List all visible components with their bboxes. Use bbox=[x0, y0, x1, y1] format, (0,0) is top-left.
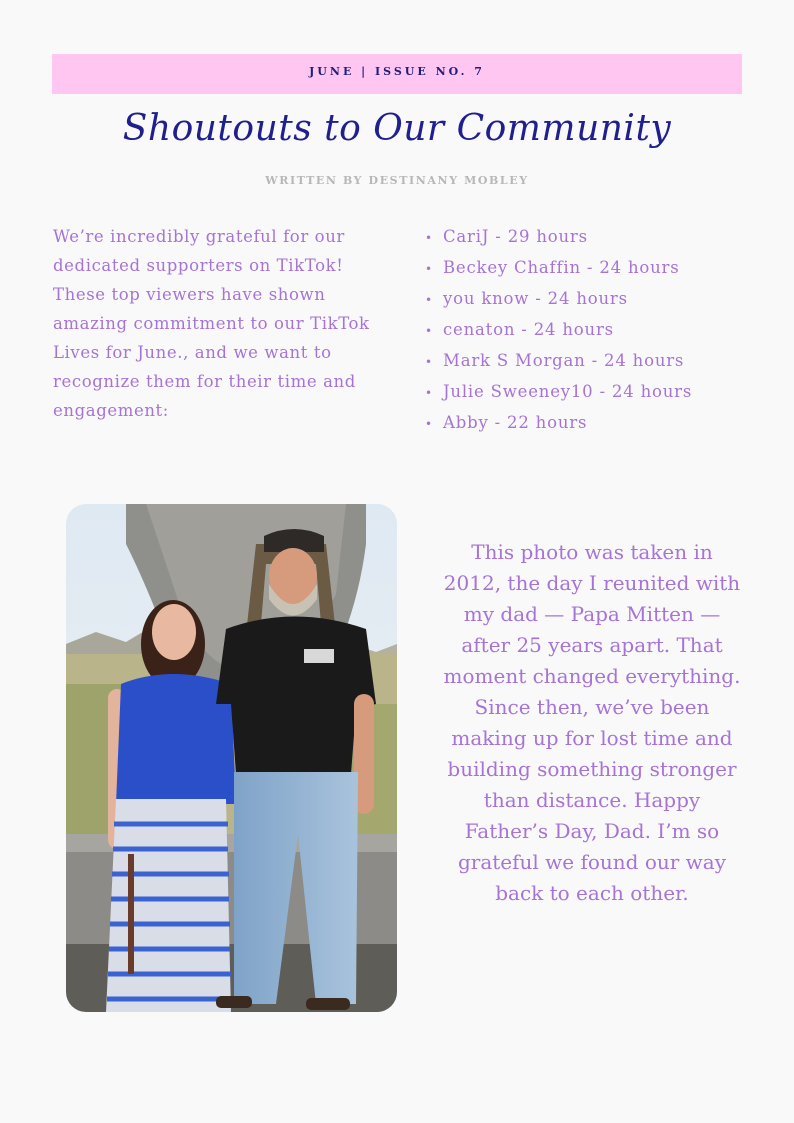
supporters-list bbox=[425, 222, 755, 439]
supporter-entry: Abby - 22 hours bbox=[443, 413, 588, 432]
list-item bbox=[425, 222, 755, 253]
page-title: Shoutouts to Our Community bbox=[122, 108, 672, 149]
intro-paragraph: We’re incredibly grateful for our dedicated supporters on TikTok! These top viewers have shown amazing commitment to our TikTok Lives for June., and we want to recognize them for their time and engagement: bbox=[53, 227, 370, 420]
author-byline: WRITTEN BY DESTINANY MOBLEY bbox=[265, 174, 529, 187]
supporter-entry: Julie Sweeney10 - 24 hours bbox=[443, 382, 693, 401]
list-item bbox=[425, 315, 755, 346]
supporter-entry: Beckey Chaffin - 24 hours bbox=[443, 258, 680, 277]
family-photo bbox=[66, 504, 397, 1012]
issue-line: JUNE | ISSUE NO. 7 bbox=[309, 64, 485, 78]
supporter-entry: CariJ - 29 hours bbox=[443, 227, 588, 246]
bullet-icon: • bbox=[425, 417, 433, 431]
bullet-icon: • bbox=[425, 293, 433, 307]
bullet-icon: • bbox=[425, 324, 433, 338]
supporter-entry: cenaton - 24 hours bbox=[443, 320, 614, 339]
supporter-entry: you know - 24 hours bbox=[443, 289, 628, 308]
list-item bbox=[425, 253, 755, 284]
photo-caption: This photo was taken in 2012, the day I reunited with my dad — Papa Mitten — after 25 years apart. That moment changed everything. Since then, we’ve been making up for lost time and building something stronger than distance. Happy Father’s Day, Dad. I’m so grateful we found our way back to each other. bbox=[443, 540, 741, 905]
bullet-icon: • bbox=[425, 262, 433, 276]
supporter-entry: Mark S Morgan - 24 hours bbox=[443, 351, 685, 370]
list-item bbox=[425, 284, 755, 315]
list-item bbox=[425, 346, 755, 377]
list-item bbox=[425, 408, 755, 439]
bullet-icon: • bbox=[425, 355, 433, 369]
bullet-icon: • bbox=[425, 386, 433, 400]
list-item bbox=[425, 377, 755, 408]
bullet-icon: • bbox=[425, 231, 433, 245]
issue-banner bbox=[52, 54, 742, 94]
